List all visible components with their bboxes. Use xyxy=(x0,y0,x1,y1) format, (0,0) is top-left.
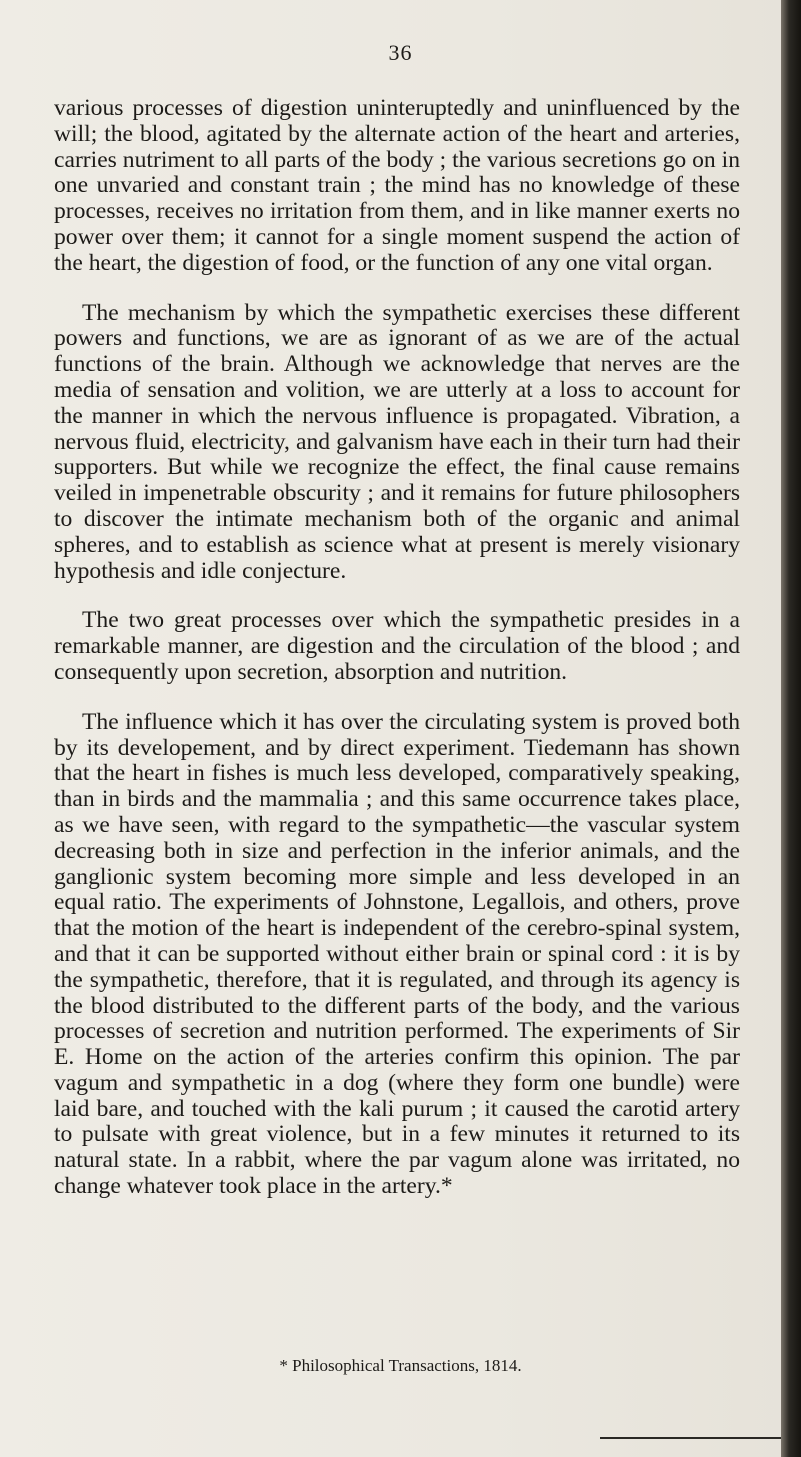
paragraph-2: The mechanism by which the sympathetic exercises these different powers and functions, we are as ignorant of as we are of the actual functions of the brain. Although we acknowledge that nerves are the media of sensation and volition, we are utterly at a loss to account for the manner in which the nervous influence is propagated. Vibration, a nervous fluid, electricity, and galvanism have each in their turn had their supporters. But while we recognize the effect, the final cause remains veiled in impenetrable obscurity ; and it remains for future philosophers to discover the intimate mechanism both of the organic and animal spheres, and to establish as science what at present is merely visionary hypothesis and idle conjecture. xyxy=(54,299,740,584)
bottom-rule xyxy=(600,1437,781,1439)
paragraph-1: various processes of digestion uninteruptedly and uninfluenced by the will; the blood, agitated by the alternate action of the heart and arteries, carries nutriment to all parts of the body ; the various secretions go on in one unvaried and constant train ; the mind has no knowledge of these processes, receives no irritation from them, and in like manner exerts no power over them; it cannot for a single moment suspend the action of the heart, the digestion of food, or the function of any one vital organ. xyxy=(54,95,740,276)
book-spine-edge xyxy=(781,0,801,1457)
paragraph-3: The two great processes over which the sympathetic presides in a remarkable manner, are digestion and the circulation of the blood ; and consequently upon secretion, absorption and nutrition. xyxy=(54,607,740,685)
page-body xyxy=(54,96,740,1200)
page-number: 36 xyxy=(388,40,413,65)
paragraph-4: The influence which it has over the circulating system is proved both by its developement, and by direct experiment. Tiedemann has shown that the heart in fishes is much less developed, comparatively speaking, than in birds and the mammalia ; and this same occurrence takes place, as we have seen, with regard to the sympathetic—the vascular system decreasing both in size and perfection in the inferior animals, and the ganglionic system becoming more simple and less developed in an equal ratio. The experiments of Johnstone, Legallois, and others, prove that the motion of the heart is independent of the cerebro-spinal system, and that it can be supported without either brain or spinal cord : it is by the sympathetic, therefore, that it is regulated, and through its agency is the blood distributed to the different parts of the body, and the various processes of secretion and nutrition performed. The experiments of Sir E. Home on the action of the arteries confirm this opinion. The par vagum and sympathetic in a dog (where they form one bundle) were laid bare, and touched with the kali purum ; it caused the carotid artery to pulsate with great violence, but in a few minutes it returned to its natural state. In a rabbit, where the par vagum alone was irritated, no change whatever took place in the artery.* xyxy=(54,708,740,1200)
footnote: * Philosophical Transactions, 1814. xyxy=(279,1356,522,1375)
